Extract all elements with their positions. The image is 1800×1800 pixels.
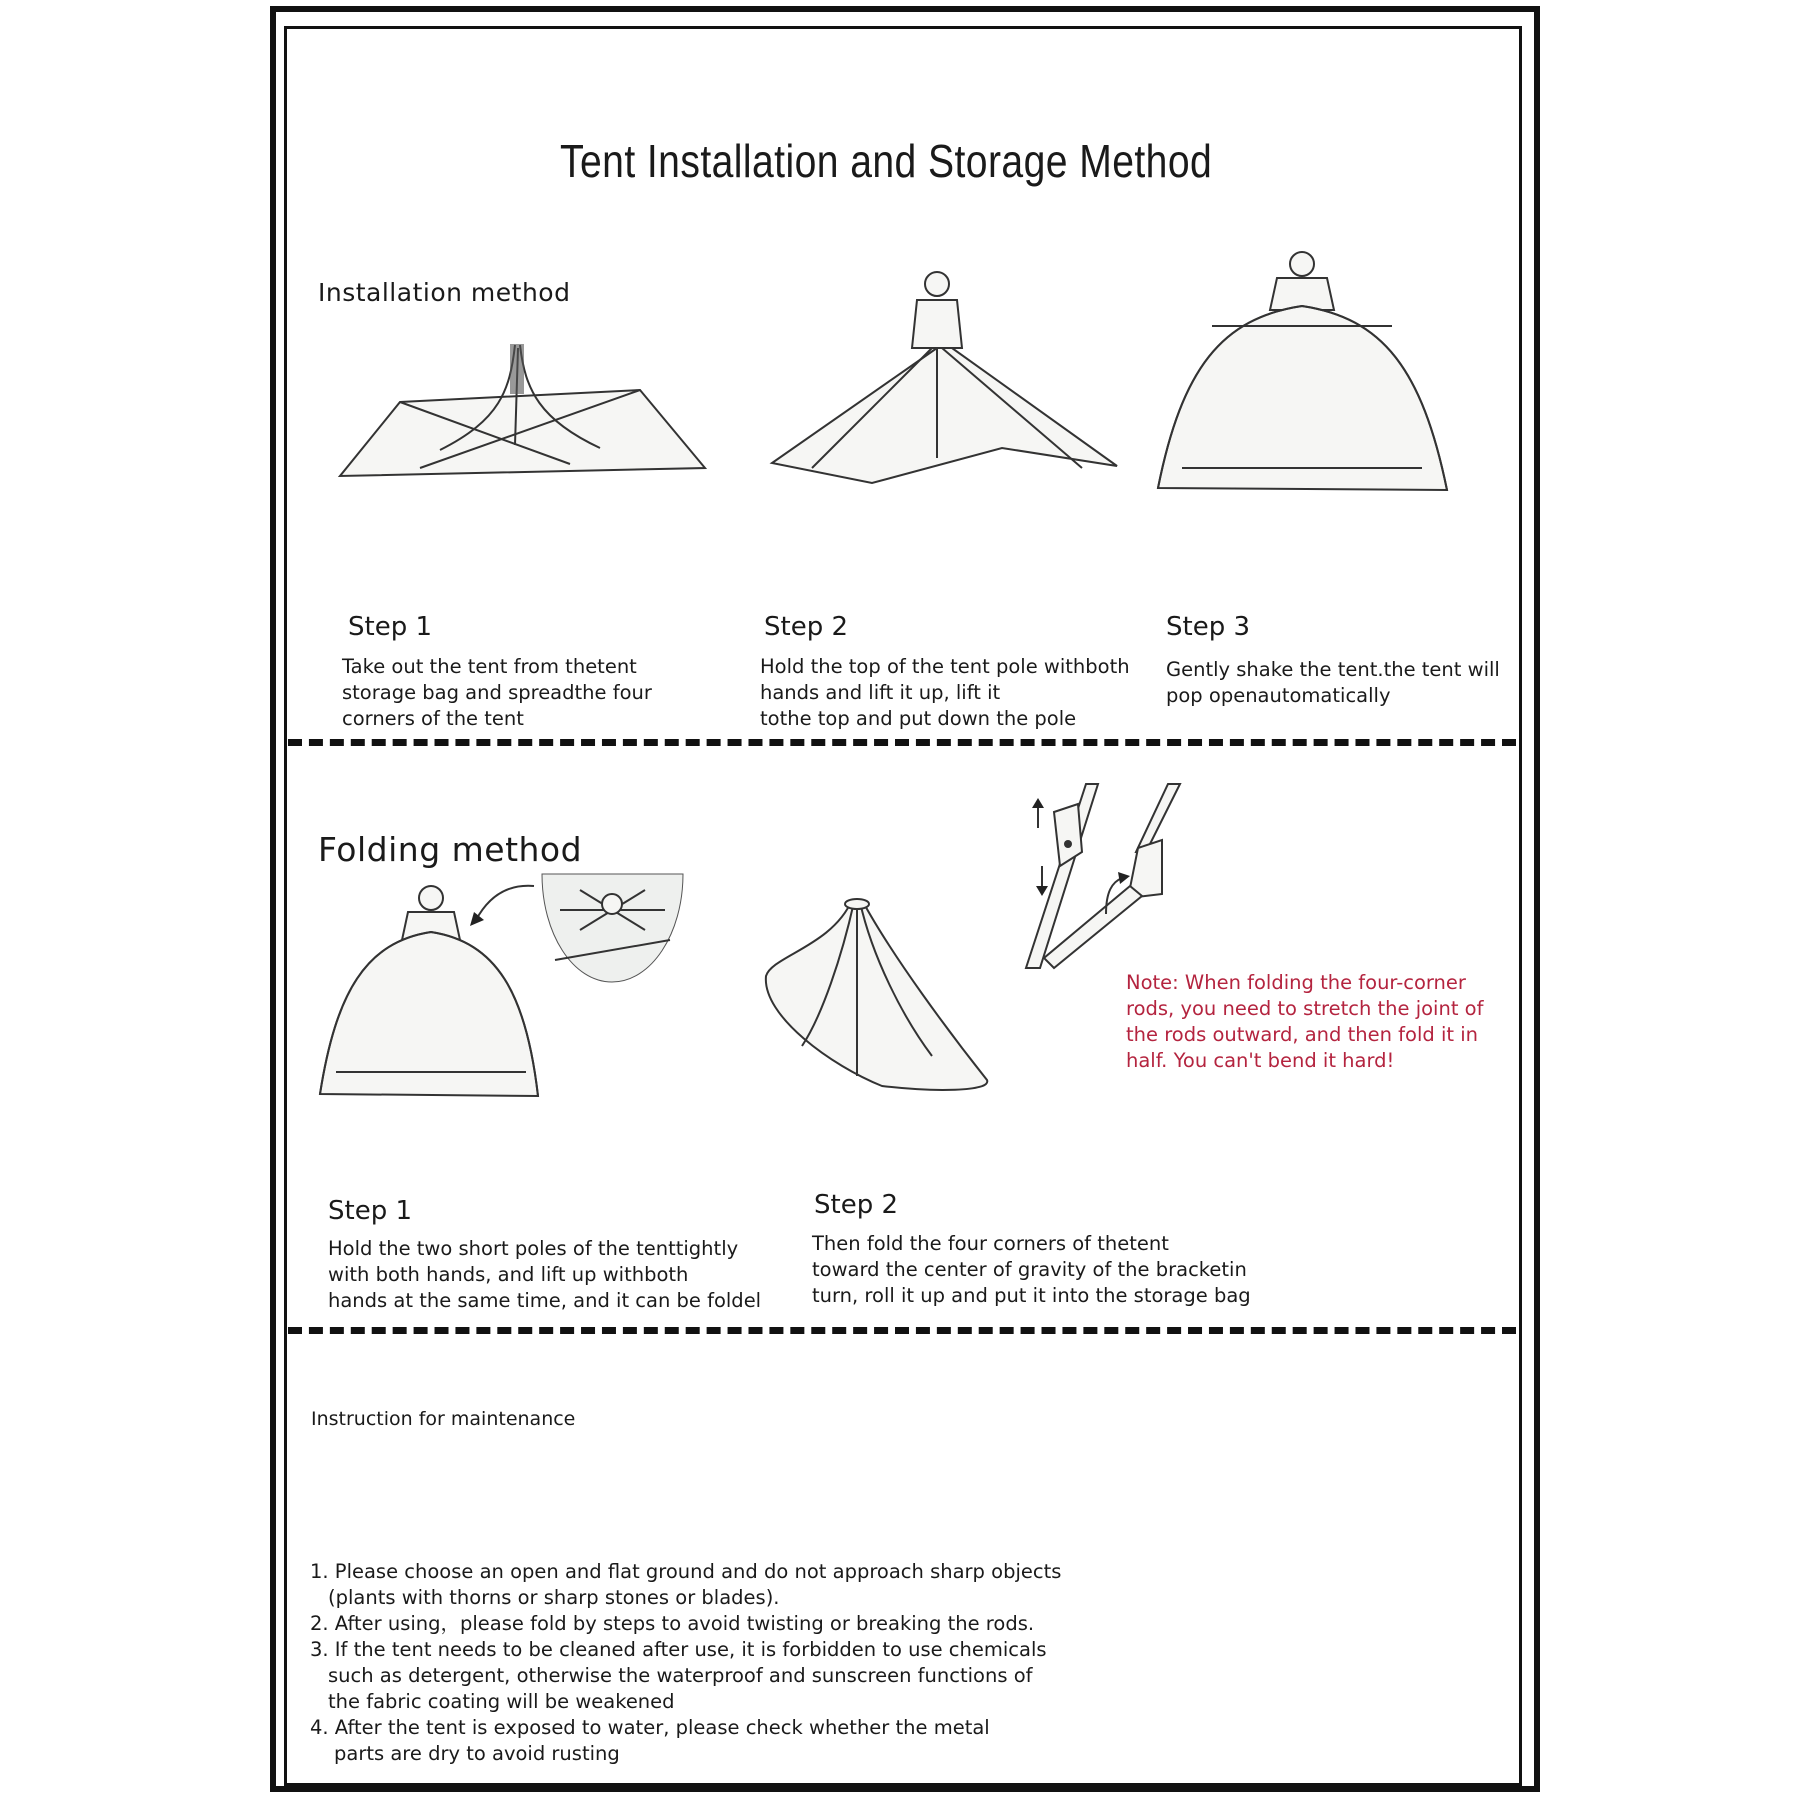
install-step3-illustration — [1152, 248, 1452, 498]
install-step3-title: Step 3 — [1166, 612, 1251, 642]
install-step2-text: Hold the top of the tent pole withboth hands and lift it up, lift it tothe top and put down the pole — [760, 655, 1130, 730]
maintenance-item-3-line-2: such as detergent, otherwise the waterproof and sunscreen functions of — [328, 1664, 1033, 1687]
page-title: Tent Installation and Storage Method — [560, 135, 1213, 187]
install-step1-title: Step 1 — [348, 612, 433, 642]
folding-heading: Folding method — [318, 830, 583, 869]
install-step2-illustration — [752, 268, 1122, 488]
install-step2-title: Step 2 — [764, 612, 849, 642]
rod-joint-illustration — [1018, 782, 1188, 974]
section-divider-1 — [288, 739, 1516, 746]
maintenance-item-1-line-1: 1. Please choose an open and flat ground and do not approach sharp objects — [310, 1560, 1062, 1583]
fold-step1-text: Hold the two short poles of the tenttightly with both hands, and lift up withboth hands at the same time, and it can be foldel — [328, 1237, 762, 1312]
install-step1-text: Take out the tent from thetent storage bag and spreadthe four corners of the tent — [342, 655, 652, 730]
section-divider-2 — [288, 1327, 1516, 1334]
fold-detail-circle-illustration — [540, 870, 685, 985]
maintenance-list — [310, 1559, 1061, 1767]
fold-arrow-icon — [470, 880, 540, 930]
maintenance-heading: Instruction for maintenance — [311, 1408, 576, 1430]
fold-step2-text: Then fold the four corners of thetent toward the center of gravity of the bracketin turn, roll it up and put it into the storage bag — [812, 1232, 1251, 1307]
install-step1-illustration — [340, 340, 710, 490]
maintenance-item-3-line-3: the fabric coating will be weakened — [328, 1690, 675, 1713]
fold-step2-illustration — [762, 896, 992, 1092]
maintenance-item-3-line-1: 3. If the tent needs to be cleaned after use, it is forbidden to use chemicals — [310, 1638, 1047, 1661]
maintenance-item-4-line-2: parts are dry to avoid rusting — [334, 1742, 620, 1765]
maintenance-item-2: 2. After using，please fold by steps to avoid twisting or breaking the rods. — [310, 1612, 1035, 1635]
fold-step2-title: Step 2 — [814, 1190, 899, 1220]
fold-step1-title: Step 1 — [328, 1196, 413, 1226]
installation-heading: Installation method — [318, 278, 571, 307]
install-step3-text: Gently shake the tent.the tent will pop openautomatically — [1166, 658, 1500, 707]
maintenance-item-4-line-1: 4. After the tent is exposed to water, please check whether the metal — [310, 1716, 990, 1739]
maintenance-item-1-line-2: (plants with thorns or sharp stones or blades). — [328, 1586, 780, 1609]
folding-note: Note: When folding the four-corner rods, you need to stretch the joint of the rods outward, and then fold it in half. You can't bend it hard! — [1126, 971, 1484, 1072]
